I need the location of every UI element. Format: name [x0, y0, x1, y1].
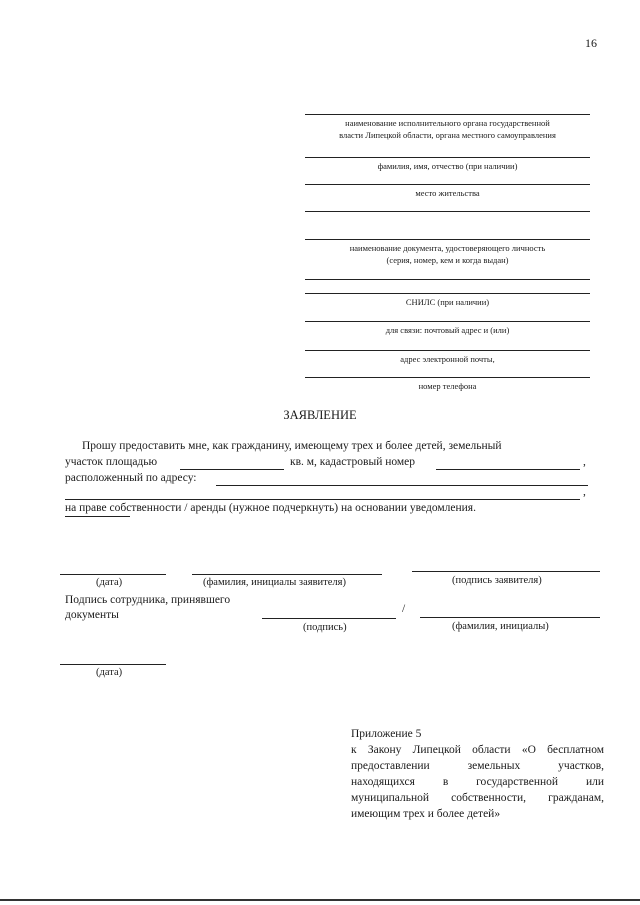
employee-label-1: Подпись сотрудника, принявшего — [65, 594, 231, 606]
employee-signature-line — [262, 618, 396, 619]
authority-label-1: наименование исполнительного органа государственной — [345, 118, 550, 128]
appendix-title: Приложение 5 — [351, 728, 422, 740]
id-document-line — [305, 239, 590, 240]
residence-label: место жительства — [415, 188, 480, 198]
date-line — [60, 574, 166, 575]
applicant-signature-label: (подпись заявителя) — [452, 575, 542, 586]
full-name-label: фамилия, имя, отчество (при наличии) — [377, 161, 518, 171]
area-input-line — [180, 469, 284, 470]
address-label: расположенный по адресу: — [65, 472, 197, 484]
underline-short — [65, 516, 130, 517]
email-label: адрес электронной почты, — [400, 354, 495, 364]
residence-extra-line — [305, 211, 590, 212]
snils-label: СНИЛС (при наличии) — [405, 297, 490, 307]
name-initials-label: (фамилия, инициалы) — [452, 621, 549, 632]
appendix-line-1: к Закону Липецкой области «О бесплатном — [351, 744, 604, 756]
appendix-line-3: находящихся в государственной или — [351, 776, 604, 788]
contact-line — [305, 321, 590, 322]
phone-line — [305, 377, 590, 378]
appendix-line-4: муниципальной собственности, гражданам, — [351, 792, 604, 804]
email-line — [305, 350, 590, 351]
contact-label: для связи: почтовый адрес и (или) — [385, 325, 510, 335]
full-name-line — [305, 157, 590, 158]
unit-label: кв. м, кадастровый номер — [290, 456, 416, 468]
body-line-4: на праве собственности / аренды (нужное подчеркнуть) на основании уведомления. — [65, 502, 476, 514]
employee-label-2: документы — [65, 609, 119, 621]
page-number: 16 — [585, 36, 597, 50]
id-document-label-1: наименование документа, удостоверяющего личность — [349, 243, 546, 253]
applicant-name-line — [192, 574, 382, 575]
authority-label-2: власти Липецкой области, органа местного самоуправления — [339, 130, 556, 140]
employee-name-line — [420, 617, 600, 618]
signature-label: (подпись) — [303, 622, 347, 633]
body-line-1: Прошу предоставить мне, как гражданину, имеющему трех и более детей, земельный — [82, 440, 502, 452]
date-label: (дата) — [96, 577, 123, 588]
id-document-extra-line-1 — [305, 279, 590, 280]
cadastral-number-line — [436, 469, 580, 470]
id-document-extra-line-2 — [305, 293, 590, 294]
document-title: ЗАЯВЛЕНИЕ — [283, 408, 357, 422]
applicant-signature-line — [412, 571, 600, 572]
id-document-label-2: (серия, номер, кем и когда выдан) — [386, 255, 509, 265]
phone-label: номер телефона — [418, 381, 477, 391]
appendix-line-2: предоставлении земельных участков, — [351, 760, 604, 772]
date-line-2 — [60, 664, 166, 665]
page-edge-line — [0, 899, 640, 901]
authority-line — [305, 114, 590, 115]
address-line-2 — [65, 499, 580, 500]
residence-line — [305, 184, 590, 185]
date-label-2: (дата) — [96, 667, 123, 678]
applicant-name-label: (фамилия, инициалы заявителя) — [203, 577, 346, 588]
area-label: участок площадью — [65, 456, 158, 468]
address-line-1 — [216, 485, 588, 486]
comma-1: , — [583, 456, 586, 468]
comma-2: , — [583, 486, 586, 498]
appendix-line-5: имеющим трех и более детей» — [351, 808, 501, 820]
slash: / — [402, 603, 406, 615]
